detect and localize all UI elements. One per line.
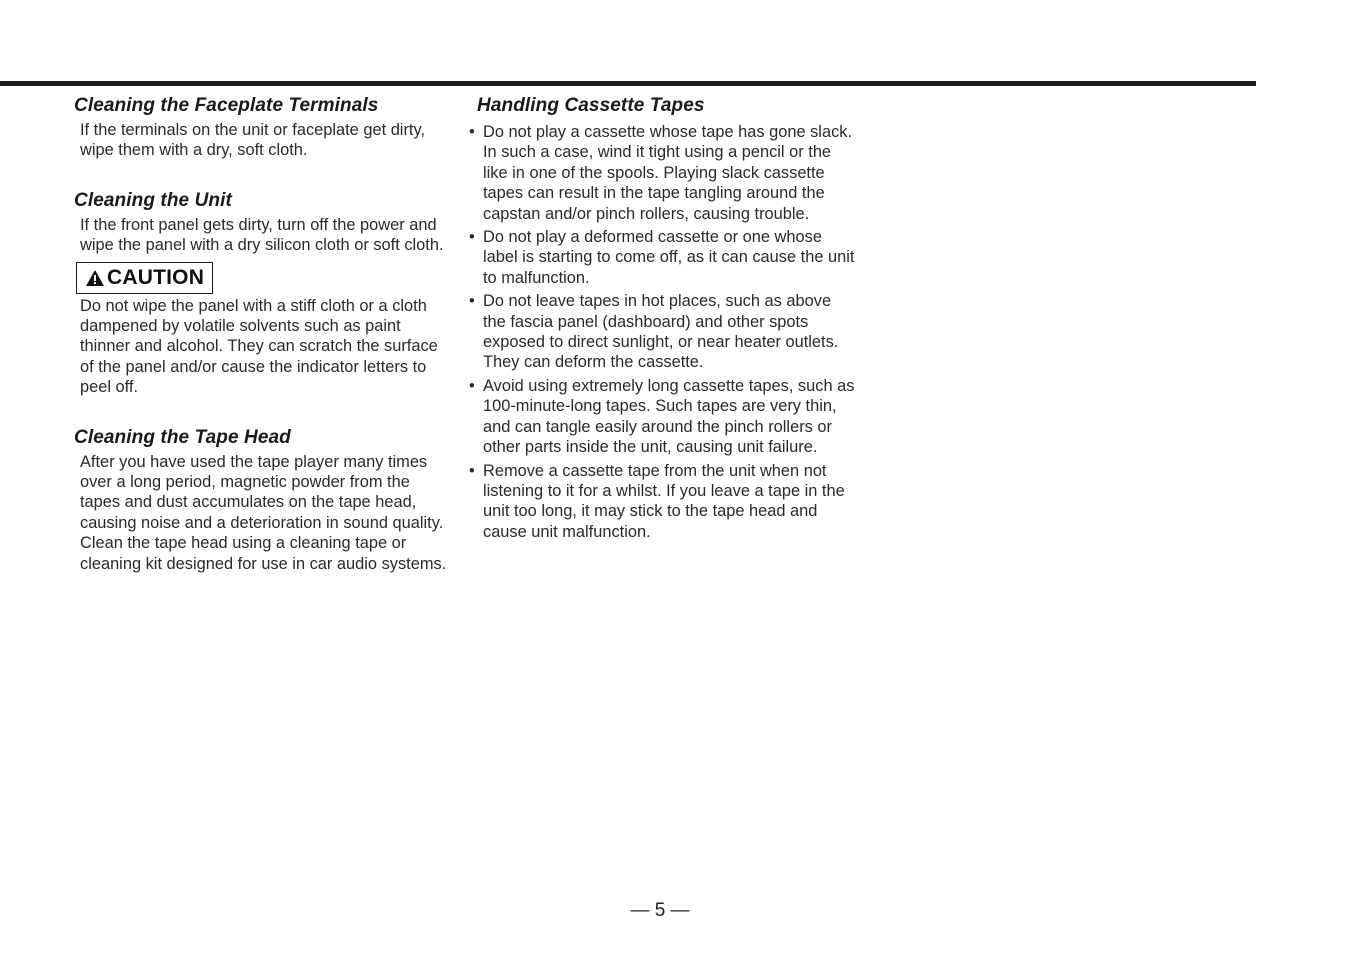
list-item: • Do not play a deformed cassette or one whose label is starting to come off, as it can cause the unit to malfunction. (469, 228, 855, 287)
page-number: — 5 — (630, 900, 690, 921)
list-item: • Do not play a cassette whose tape has gone slack. In such a case, wind it tight using a pencil or the like in one of the spools. Playing slack cassette tapes can result in the tape tangling around the capstan and/or pinch rollers, causing trouble. (469, 123, 853, 223)
left-column (74, 94, 454, 574)
list-item: • Remove a cassette tape from the unit when not listening to it for a whilst. If you leave a tape in the unit too long, it may stick to the tape head and cause unit malfunction. (469, 461, 845, 541)
faceplate-heading: Cleaning the Faceplate Terminals (74, 95, 379, 116)
right-column (468, 94, 858, 545)
caution-badge (76, 262, 213, 294)
unit-text: If the front panel gets dirty, turn off the power and wipe the panel with a dry silicon cloth or soft cloth. (80, 215, 444, 255)
top-rule (0, 81, 1256, 86)
bullet-icon: • (469, 376, 475, 395)
list-item: • Avoid using extremely long cassette tapes, such as 100-minute-long tapes. Such tapes are very thin, and can tangle easily around the pinch rollers or other parts inside the unit, causing unit failure. (469, 376, 855, 457)
tape-head-heading: Cleaning the Tape Head (74, 426, 291, 448)
tape-head-text: After you have used the tape player many times over a long period, magnetic powder from the tapes and dust accumulates on the tape head, causing noise and a deterioration in sound quality. Clean the tape head using a cleaning tape or cleaning kit designed for use in car audio systems. (80, 452, 447, 573)
warning-triangle-icon (85, 269, 105, 287)
faceplate-text: If the terminals on the unit or faceplate get dirty, wipe them with a dry, soft cloth. (80, 121, 425, 160)
bullet-icon: • (469, 123, 475, 141)
cassette-bullet-list (468, 122, 858, 542)
bullet-icon: • (469, 228, 475, 247)
cassette-heading: Handling Cassette Tapes (477, 95, 705, 116)
caution-label: CAUTION (107, 265, 205, 289)
caution-text: Do not wipe the panel with a stiff cloth or a cloth dampened by volatile solvents such as paint thinner and alcohol. They can scratch the surface of the panel and/or cause the indicator letters to peel off. (80, 296, 438, 397)
bullet-icon: • (469, 461, 475, 480)
unit-heading: Cleaning the Unit (74, 189, 232, 211)
list-item: • Do not leave tapes in hot places, such as above the fascia panel (dashboard) and other spots exposed to direct sunlight, or near heater outlets. They can deform the cassette. (469, 292, 839, 372)
bullet-icon: • (469, 292, 475, 311)
